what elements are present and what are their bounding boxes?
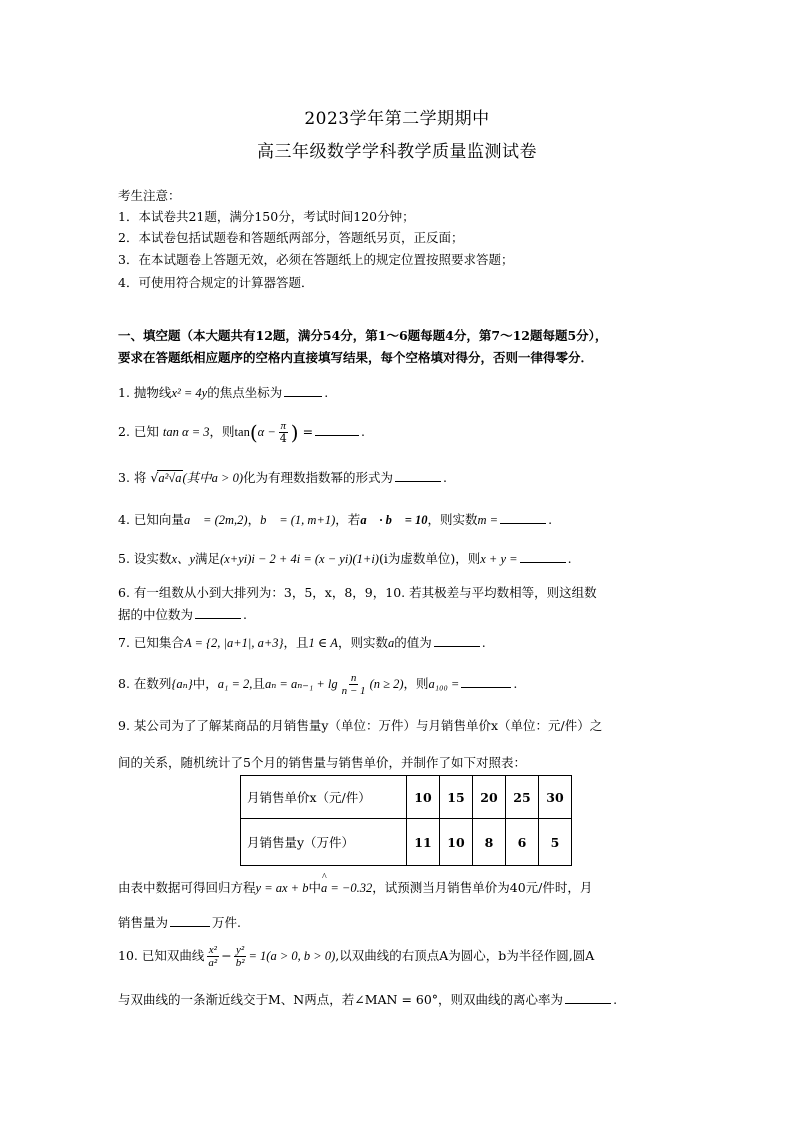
table-cell: 25 <box>506 776 539 819</box>
answer-blank <box>284 384 322 397</box>
exam-title-line2: 高三年级数学学科教学质量监测试卷 <box>257 142 537 162</box>
sales-table <box>240 775 572 866</box>
table-cell: 6 <box>506 819 539 866</box>
question-7: 7. 已知集合A = {2, |a+1|, a+3}，且1 ∈ A，则实数a的值为 . <box>118 635 486 650</box>
table-row-header-price: 月销售单价x（元/件） <box>241 776 407 819</box>
table-row <box>241 776 572 819</box>
question-4: 4. 已知向量a⃗ = (2m,2)，b⃗ = (1, m+1)，若a⃗ · b⃗ = 10，则实数m = . <box>118 512 553 527</box>
answer-blank <box>565 991 611 1004</box>
answer-blank <box>170 914 210 927</box>
section1-instruction-line1: 一、填空题（本大题共有12题，满分54分，第1～6题每题4分，第7～12题每题5分）， <box>118 328 608 343</box>
notice-item-4: 4．可使用符合规定的计算器答题． <box>118 275 314 290</box>
notice-item-1: 1．本试卷共21题，满分150分，考试时间120分钟； <box>118 209 415 224</box>
answer-blank <box>395 469 441 482</box>
question-9-line2: 间的关系，随机统计了5个月的销售量与销售单价，并制作了如下对照表： <box>118 755 526 770</box>
table-cell: 10 <box>440 819 473 866</box>
fraction: $\frac{\text{x²}}{\text{a²}}$ <box>208 944 218 969</box>
notice-item-2: 2．本试卷包括试题卷和答题纸两部分，答题纸另页，正反面； <box>118 230 464 245</box>
table-cell: 5 <box>539 819 572 866</box>
question-1: 1. 抛物线x² = 4y的焦点坐标为 . <box>118 385 329 400</box>
question-9-line3: 由表中数据可得回归方程y = ax + b中^ a = −0.32，试预测当月销售单价为40元/件时，月 <box>118 878 592 896</box>
question-8: 8. 在数列{aₙ}中，a₁ = 2,且aₙ = aₙ₋₁ + lg $\frac{n}{n - 1}$ (n ≥ 2)，则a₁₀₀ = . <box>118 672 518 697</box>
table-cell: 20 <box>473 776 506 819</box>
table-cell: 10 <box>407 776 440 819</box>
question-6-line1: 6. 有一组数从小到大排列为：3，5，x，8，9，10. 若其极差与平均数相等，则这组数 <box>118 585 597 600</box>
notice-heading: 考生注意： <box>118 188 181 203</box>
answer-blank <box>434 634 480 647</box>
answer-blank <box>500 511 546 524</box>
question-5: 5. 设实数x、y满足(x+yi)i − 2 + 4i = (x − yi)(1+i)(i为虚数单位)，则x + y = . <box>118 551 572 566</box>
answer-blank <box>461 675 511 688</box>
question-10-line1: 10. 已知双曲线 $\frac{\text{x²}}{\text{a²}}$ − $\frac{\text{y²}}{\text{b²}}$ = 1(a > 0, b > 0),以双曲线的右顶点A为圆心，b为半径作圆,圆A <box>118 944 595 969</box>
exam-title-line1: 2023学年第二学期期中 <box>304 109 490 129</box>
table-cell: 30 <box>539 776 572 819</box>
section1-instruction-line2: 要求在答题纸相应题序的空格内直接填写结果，每个空格填对得分，否则一律得零分． <box>118 350 594 365</box>
question-9-line4: 销售量为 万件. <box>118 915 241 930</box>
table-row-header-volume: 月销售量y（万件） <box>241 819 407 866</box>
fraction: $\frac{\pi}{4}$ <box>279 420 287 445</box>
fraction: $\frac{\text{y²}}{\text{b²}}$ <box>235 944 245 969</box>
question-10-line2: 与双曲线的一条渐近线交于M、N两点，若∠MAN = 60°，则双曲线的离心率为 . <box>118 992 618 1007</box>
answer-blank <box>315 423 359 436</box>
question-3: 3. 将 √a²√a(其中a > 0)化为有理数指数幂的形式为 . <box>118 470 448 485</box>
table-row <box>241 819 572 866</box>
notice-item-3: 3．在本试题卷上答题无效，必须在答题纸上的规定位置按照要求答题； <box>118 252 514 267</box>
fraction: $\frac{n}{n - 1}$ <box>341 672 366 697</box>
question-2: 2. 已知 tan α = 3，则tan(α − $\frac{\pi}{4}$ ) = . <box>118 420 366 445</box>
answer-blank <box>520 550 566 563</box>
table-cell: 8 <box>473 819 506 866</box>
question-6-line2: 据的中位数为 . <box>118 607 247 622</box>
question-9-line1: 9. 某公司为了了解某商品的月销售量y（单位：万件）与月销售单价x（单位：元/件）之 <box>118 718 603 733</box>
table-cell: 15 <box>440 776 473 819</box>
answer-blank <box>195 606 241 619</box>
table-cell: 11 <box>407 819 440 866</box>
